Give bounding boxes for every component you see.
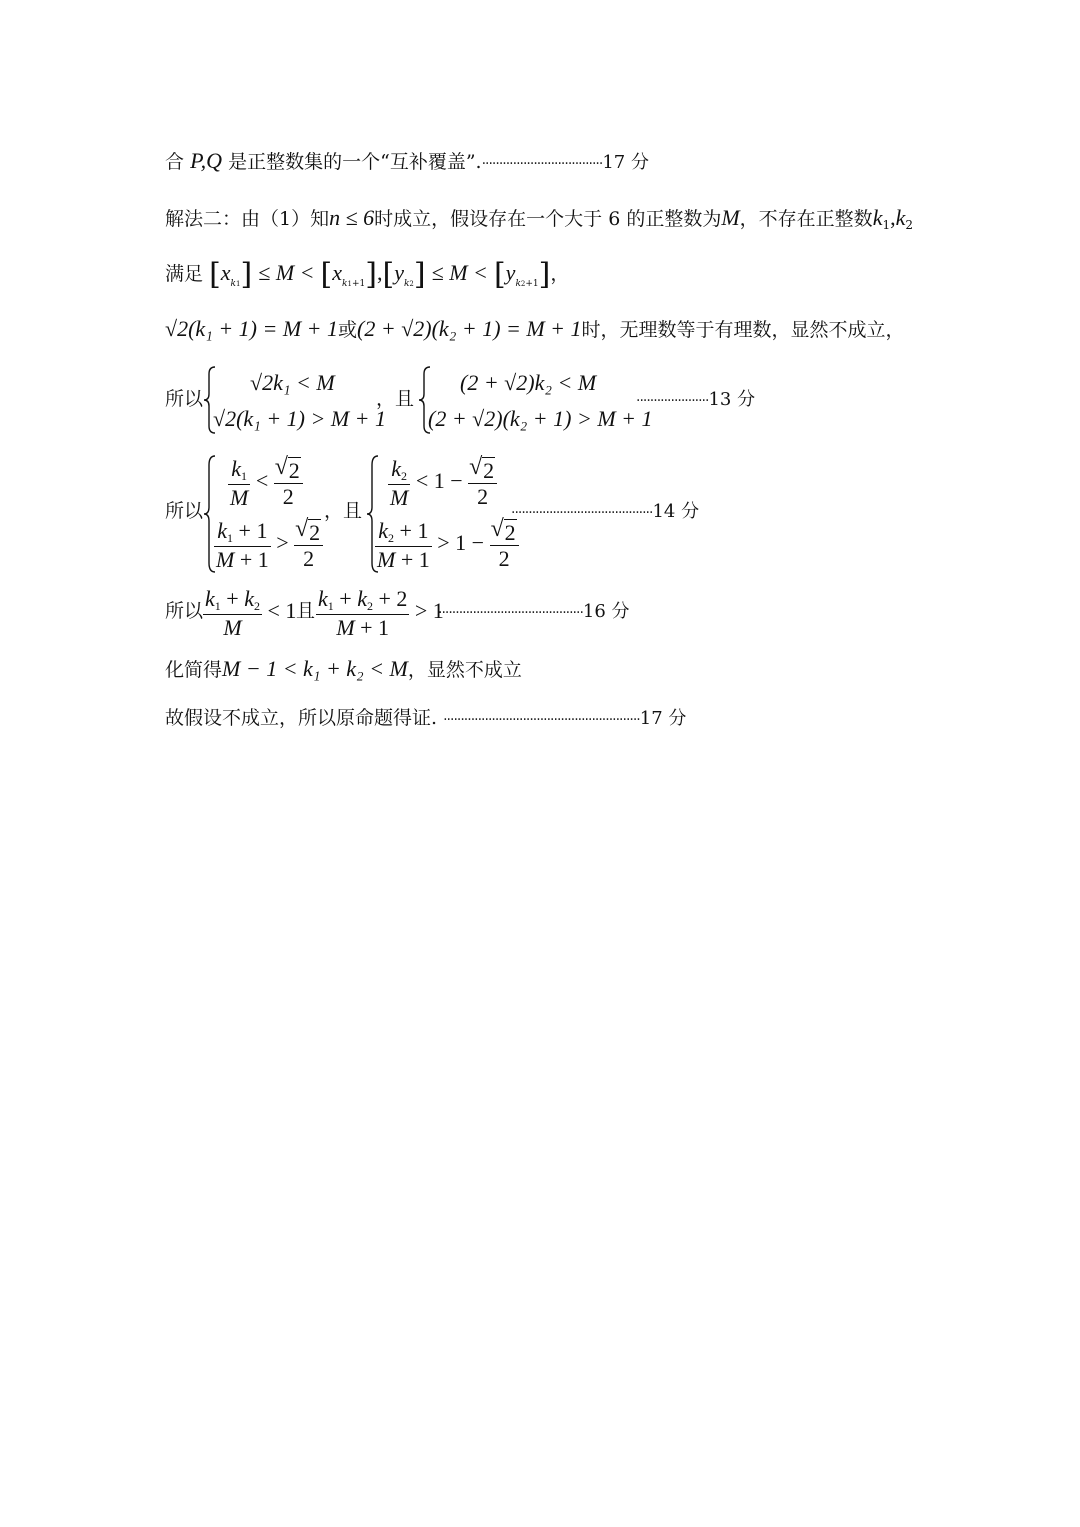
leader-dots: ························································· [443, 712, 640, 728]
inequality: (2 + √2)k₂ < M [460, 370, 597, 395]
text: 所以 [165, 500, 204, 522]
line-conclusion [165, 709, 686, 728]
score-label: 14 分 [652, 501, 700, 522]
text: 故假设不成立，所以原命题得证. [165, 707, 438, 729]
text: ，且 [376, 388, 415, 410]
math-inequality: M − 1 < k₁ + k₂ < M [222, 656, 408, 681]
line-1 [165, 150, 649, 172]
math-M: M [721, 205, 740, 230]
leader-dots: ····················· [636, 393, 709, 409]
math-k: k [895, 205, 906, 230]
inequality: (2 + √2)(k₂ + 1) > M + 1 [428, 406, 653, 431]
math-k: k [403, 279, 410, 289]
text: 时成立，假设存在一个大于 6 的正整数为 [374, 208, 722, 230]
subscript: 1 [236, 280, 241, 288]
score-label: 13 分 [708, 389, 756, 410]
math-y: y [394, 260, 404, 285]
inequality-3: $\frac{k_2}{M}$ < 1 − √ $\frac{2}{2}$ [388, 456, 497, 510]
plus-one: +1 [351, 279, 366, 289]
subscript: 2 [905, 218, 913, 232]
text: 所以 [165, 600, 204, 622]
text: ，不存在正整数 [739, 208, 873, 230]
score-label: 17 分 [602, 152, 649, 173]
math-k: k [230, 279, 237, 289]
inequality: √2k₁ < M [250, 370, 335, 395]
subscript: 2 [520, 280, 526, 288]
line-4 [165, 318, 905, 340]
text: 是正整数集的一个“互补覆盖”. [228, 151, 482, 173]
inequality-sum-2: $\frac{k_1 + k_2 + 2}{M + 1}$ > 1 [318, 586, 444, 640]
math-relation: ≤ M < [258, 260, 315, 285]
inequality-4: $\frac{k_2 + 1}{M + 1}$ > 1 − √ $\frac{2}{2}$ [375, 518, 519, 572]
text: 或 [338, 319, 358, 341]
subscript: 2 [409, 280, 414, 288]
math-x: x [220, 260, 231, 285]
text: ，显然不成立 [407, 659, 522, 681]
subscript: 1 [882, 218, 891, 232]
plus-one: +1 [525, 279, 539, 289]
text: 满足 [165, 263, 204, 285]
math-relation: ≤ M < [431, 260, 488, 285]
comma: , [890, 205, 896, 230]
line-simplify [165, 658, 522, 680]
score-label: 17 分 [639, 708, 687, 729]
leader-dots: ·········································· [438, 605, 583, 621]
leader-line [511, 502, 699, 521]
math-k: k [342, 279, 348, 289]
equation-left: √2(k₁ + 1) = M + 1 [165, 316, 339, 341]
math-x: x [332, 260, 343, 285]
text: 时，无理数等于有理数，显然不成立， [581, 319, 905, 341]
inequality-sum: $\frac{k_1 + k_2}{M}$ < 1 [205, 586, 297, 640]
leader-line [636, 390, 755, 409]
leader-line [438, 602, 630, 621]
leader-dots: ········································· [511, 505, 653, 521]
inequality-2: $\frac{k_1 + 1}{M + 1}$ > √ $\frac{2}{2}$ [214, 518, 323, 572]
text: 且 [296, 600, 316, 622]
score-label: 16 分 [582, 601, 630, 622]
math-k: k [515, 279, 521, 289]
equation-right: (2 + √2)(k₂ + 1) = M + 1 [357, 316, 582, 341]
text: 解法二：由（1）知 [165, 208, 330, 230]
subscript: 1 [347, 280, 352, 288]
leader-dots: ··································· [481, 156, 603, 172]
inequality: √2(k₁ + 1) > M + 1 [213, 406, 387, 431]
text: ，且 [324, 500, 363, 522]
text: 合 [165, 151, 185, 173]
math-k: k [872, 205, 883, 230]
math-y: y [505, 260, 516, 285]
inequality-1: $\frac{k_1}{M}$ < √ $\frac{2}{2}$ [228, 456, 303, 510]
line-2 [165, 207, 913, 231]
text: 化简得 [165, 659, 223, 681]
math-PQ: P,Q [190, 148, 223, 173]
text: ， [550, 263, 570, 285]
math-n-le-6: n ≤ 6 [329, 205, 375, 230]
text: 所以 [165, 388, 204, 410]
line-3: 满足 $[x_{k1}] \le M < [x_{k1+1}],[y_{k2}] \le M < [y_{k2+1}]$， [165, 257, 570, 292]
